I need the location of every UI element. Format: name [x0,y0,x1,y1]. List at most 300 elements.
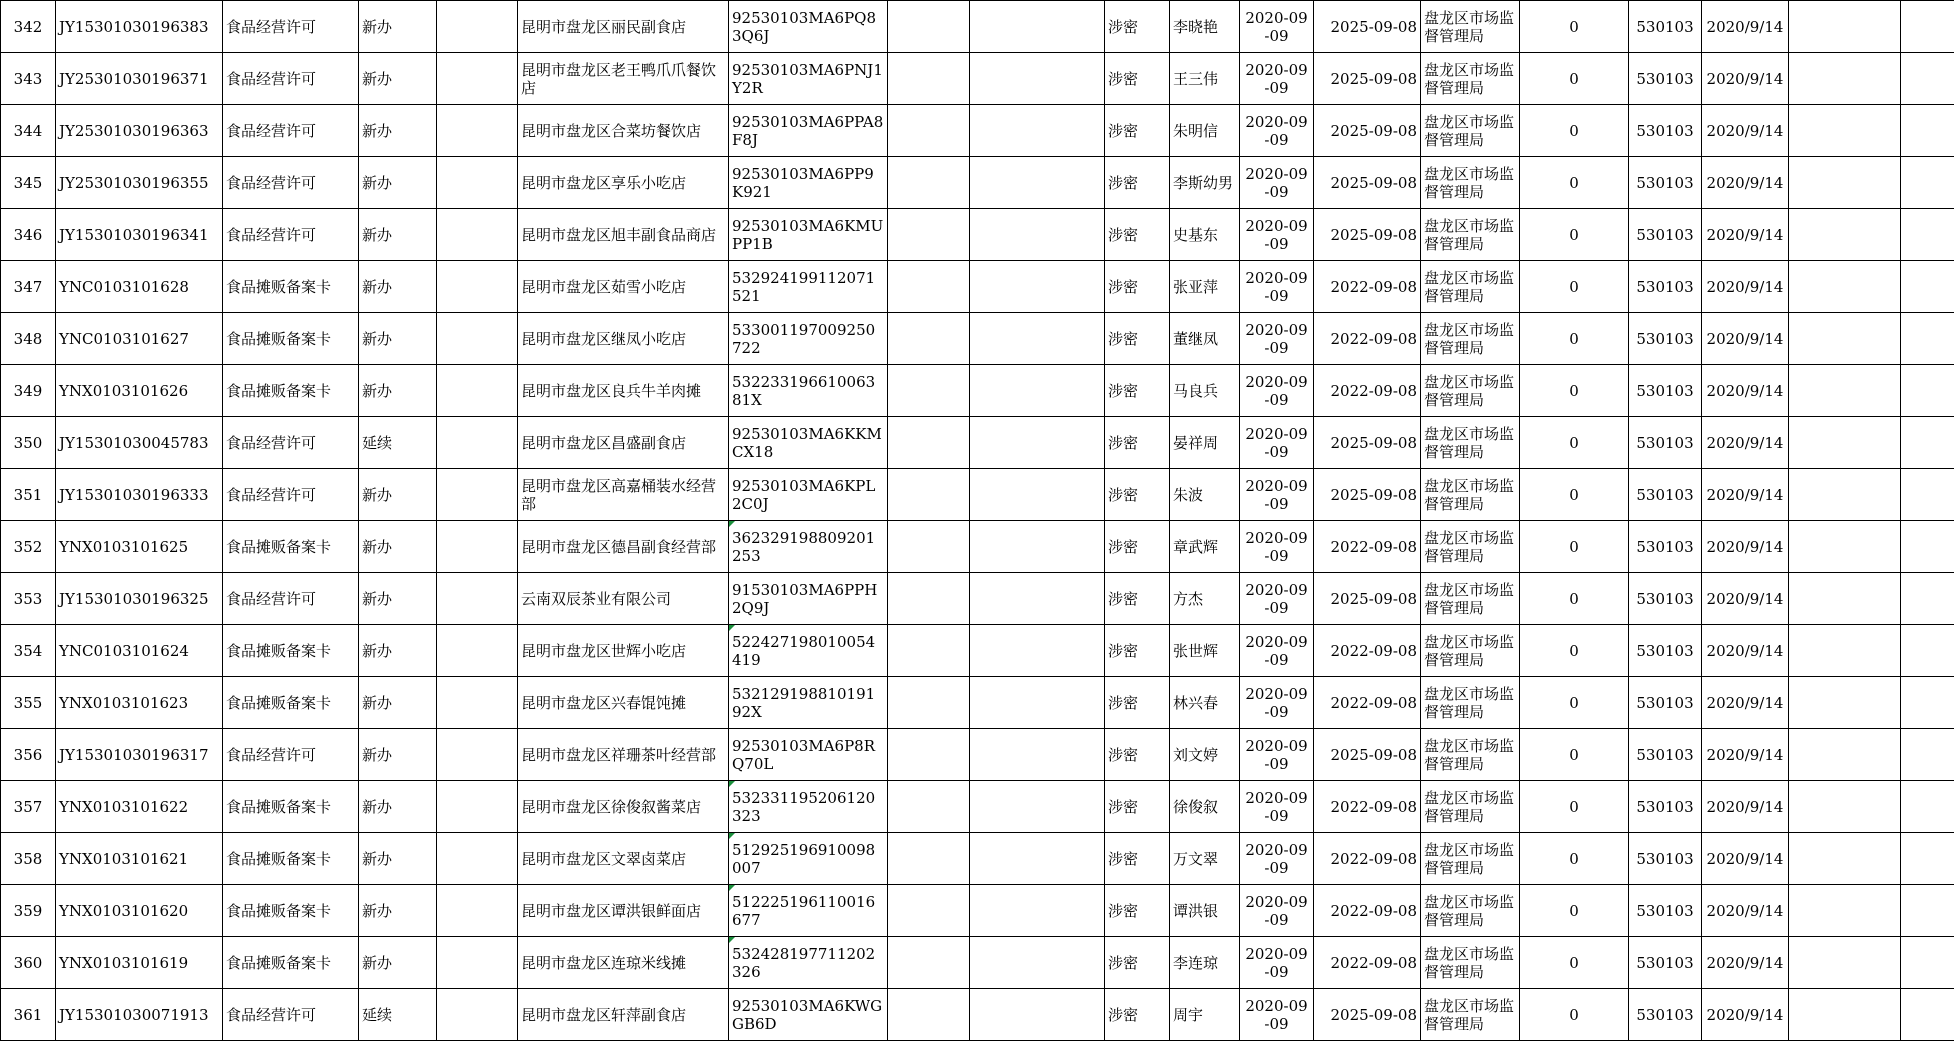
blank-cell [1789,261,1901,313]
table-row [1,625,1954,677]
status-code-cell: 0 [1520,885,1629,937]
area-code-cell: 530103 [1629,313,1702,365]
table-row [1,417,1954,469]
publish-date-cell: 2020/9/14 [1702,781,1789,833]
publish-date-cell: 2020/9/14 [1702,105,1789,157]
blank-cell [970,1,1105,53]
business-name-cell: 昆明市盘龙区茹雪小吃店 [518,261,729,313]
blank-cell [970,989,1105,1041]
publish-date-cell: 2020/9/14 [1702,1,1789,53]
permit-type-cell: 食品经营许可 [223,53,359,105]
authority-cell: 盘龙区市场监督管理局 [1421,625,1520,677]
end-date-cell: 2022-09-08 [1314,677,1421,729]
blank-cell [1789,625,1901,677]
status-code-cell: 0 [1520,989,1629,1041]
blank-cell [1789,989,1901,1041]
permit-number-cell: YNC0103101628 [56,261,223,313]
blank-cell [1789,105,1901,157]
table-row [1,781,1954,833]
table-row [1,105,1954,157]
blank-cell [437,209,518,261]
row-number-cell: 357 [1,781,56,833]
blank-cell [1789,157,1901,209]
table-row [1,885,1954,937]
end-date-cell: 2022-09-08 [1314,261,1421,313]
blank-cell [1901,625,1954,677]
blank-cell [437,625,518,677]
credit-code-cell: 522427198010054419 [729,625,888,677]
publish-date-cell: 2020/9/14 [1702,833,1789,885]
action-cell: 新办 [359,209,437,261]
end-date-cell: 2025-09-08 [1314,1,1421,53]
blank-cell [1789,1,1901,53]
blank-cell [888,885,970,937]
row-number-cell: 350 [1,417,56,469]
row-number-cell: 356 [1,729,56,781]
secret-cell: 涉密 [1105,469,1170,521]
table-row [1,365,1954,417]
status-code-cell: 0 [1520,573,1629,625]
blank-cell [437,365,518,417]
blank-cell [437,729,518,781]
business-name-cell: 昆明市盘龙区祥珊茶叶经营部 [518,729,729,781]
blank-cell [970,521,1105,573]
start-date-cell: 2020-09-09 [1240,53,1314,105]
start-date-cell: 2020-09-09 [1240,729,1314,781]
permit-number-cell: JY15301030196383 [56,1,223,53]
area-code-cell: 530103 [1629,157,1702,209]
area-code-cell: 530103 [1629,53,1702,105]
business-name-cell: 昆明市盘龙区高嘉桶装水经营部 [518,469,729,521]
legal-person-cell: 张世辉 [1170,625,1240,677]
status-code-cell: 0 [1520,469,1629,521]
blank-cell [1789,53,1901,105]
authority-cell: 盘龙区市场监督管理局 [1421,105,1520,157]
publish-date-cell: 2020/9/14 [1702,885,1789,937]
row-number-cell: 344 [1,105,56,157]
row-number-cell: 359 [1,885,56,937]
row-number-cell: 347 [1,261,56,313]
authority-cell: 盘龙区市场监督管理局 [1421,573,1520,625]
permit-number-cell: YNC0103101624 [56,625,223,677]
permit-number-cell: YNX0103101622 [56,781,223,833]
action-cell: 新办 [359,833,437,885]
publish-date-cell: 2020/9/14 [1702,729,1789,781]
blank-cell [1789,677,1901,729]
area-code-cell: 530103 [1629,989,1702,1041]
area-code-cell: 530103 [1629,573,1702,625]
blank-cell [1901,885,1954,937]
permit-number-cell: YNX0103101626 [56,365,223,417]
blank-cell [970,937,1105,989]
table-row [1,677,1954,729]
blank-cell [888,417,970,469]
publish-date-cell: 2020/9/14 [1702,157,1789,209]
action-cell: 新办 [359,365,437,417]
table-row [1,1,1954,53]
legal-person-cell: 王三伟 [1170,53,1240,105]
blank-cell [1901,1,1954,53]
blank-cell [888,209,970,261]
blank-cell [437,105,518,157]
start-date-cell: 2020-09-09 [1240,521,1314,573]
legal-person-cell: 董继凤 [1170,313,1240,365]
business-name-cell: 昆明市盘龙区连琼米线摊 [518,937,729,989]
area-code-cell: 530103 [1629,885,1702,937]
legal-person-cell: 林兴春 [1170,677,1240,729]
credit-code-cell: 512225196110016677 [729,885,888,937]
start-date-cell: 2020-09-09 [1240,677,1314,729]
end-date-cell: 2022-09-08 [1314,885,1421,937]
blank-cell [888,469,970,521]
blank-cell [970,573,1105,625]
action-cell: 新办 [359,729,437,781]
publish-date-cell: 2020/9/14 [1702,521,1789,573]
table-body [1,1,1954,1041]
blank-cell [1901,989,1954,1041]
row-number-cell: 345 [1,157,56,209]
status-code-cell: 0 [1520,781,1629,833]
credit-code-cell: 92530103MA6KMUPP1B [729,209,888,261]
blank-cell [437,885,518,937]
credit-code-cell: 532331195206120323 [729,781,888,833]
permit-number-cell: YNX0103101620 [56,885,223,937]
blank-cell [437,677,518,729]
permit-type-cell: 食品经营许可 [223,105,359,157]
blank-cell [888,1,970,53]
credit-code-cell: 532428197711202326 [729,937,888,989]
status-code-cell: 0 [1520,53,1629,105]
secret-cell: 涉密 [1105,1,1170,53]
table-row [1,573,1954,625]
publish-date-cell: 2020/9/14 [1702,365,1789,417]
blank-cell [1901,53,1954,105]
row-number-cell: 343 [1,53,56,105]
permit-number-cell: YNX0103101621 [56,833,223,885]
permit-type-cell: 食品摊贩备案卡 [223,261,359,313]
credit-code-cell: 92530103MA6PQ83Q6J [729,1,888,53]
authority-cell: 盘龙区市场监督管理局 [1421,833,1520,885]
authority-cell: 盘龙区市场监督管理局 [1421,261,1520,313]
business-name-cell: 昆明市盘龙区兴春馄饨摊 [518,677,729,729]
business-name-cell: 昆明市盘龙区丽民副食店 [518,1,729,53]
start-date-cell: 2020-09-09 [1240,105,1314,157]
end-date-cell: 2025-09-08 [1314,729,1421,781]
credit-code-cell: 53212919881019192X [729,677,888,729]
secret-cell: 涉密 [1105,53,1170,105]
table-row [1,989,1954,1041]
blank-cell [970,729,1105,781]
business-name-cell: 昆明市盘龙区轩萍副食店 [518,989,729,1041]
blank-cell [1789,833,1901,885]
permit-type-cell: 食品摊贩备案卡 [223,781,359,833]
blank-cell [888,53,970,105]
credit-code-cell: 92530103MA6KWGGB6D [729,989,888,1041]
legal-person-cell: 李连琼 [1170,937,1240,989]
action-cell: 新办 [359,677,437,729]
end-date-cell: 2022-09-08 [1314,313,1421,365]
legal-person-cell: 徐俊叙 [1170,781,1240,833]
blank-cell [1901,157,1954,209]
end-date-cell: 2025-09-08 [1314,573,1421,625]
action-cell: 新办 [359,937,437,989]
status-code-cell: 0 [1520,833,1629,885]
blank-cell [1789,313,1901,365]
blank-cell [970,365,1105,417]
credit-code-cell: 92530103MA6PNJ1Y2R [729,53,888,105]
permit-type-cell: 食品经营许可 [223,729,359,781]
business-name-cell: 昆明市盘龙区徐俊叙酱菜店 [518,781,729,833]
blank-cell [970,105,1105,157]
secret-cell: 涉密 [1105,417,1170,469]
blank-cell [437,521,518,573]
blank-cell [437,1,518,53]
authority-cell: 盘龙区市场监督管理局 [1421,1,1520,53]
blank-cell [1789,885,1901,937]
permit-number-cell: JY25301030196355 [56,157,223,209]
permit-type-cell: 食品经营许可 [223,989,359,1041]
permit-type-cell: 食品经营许可 [223,417,359,469]
permit-type-cell: 食品经营许可 [223,1,359,53]
blank-cell [437,53,518,105]
business-name-cell: 昆明市盘龙区享乐小吃店 [518,157,729,209]
business-name-cell: 昆明市盘龙区良兵牛羊肉摊 [518,365,729,417]
blank-cell [888,261,970,313]
legal-person-cell: 朱波 [1170,469,1240,521]
permit-number-cell: YNX0103101619 [56,937,223,989]
credit-code-cell: 92530103MA6P8RQ70L [729,729,888,781]
secret-cell: 涉密 [1105,833,1170,885]
legal-person-cell: 周宇 [1170,989,1240,1041]
credit-code-cell: 533001197009250722 [729,313,888,365]
action-cell: 新办 [359,573,437,625]
publish-date-cell: 2020/9/14 [1702,573,1789,625]
blank-cell [1901,469,1954,521]
blank-cell [437,417,518,469]
publish-date-cell: 2020/9/14 [1702,469,1789,521]
area-code-cell: 530103 [1629,677,1702,729]
row-number-cell: 358 [1,833,56,885]
area-code-cell: 530103 [1629,469,1702,521]
business-name-cell: 昆明市盘龙区合菜坊餐饮店 [518,105,729,157]
legal-person-cell: 马良兵 [1170,365,1240,417]
legal-person-cell: 方杰 [1170,573,1240,625]
end-date-cell: 2025-09-08 [1314,209,1421,261]
blank-cell [970,833,1105,885]
secret-cell: 涉密 [1105,261,1170,313]
blank-cell [888,521,970,573]
credit-code-cell: 92530103MA6PP9K921 [729,157,888,209]
area-code-cell: 530103 [1629,625,1702,677]
blank-cell [1901,781,1954,833]
credit-code-cell: 92530103MA6KPL2C0J [729,469,888,521]
area-code-cell: 530103 [1629,781,1702,833]
row-number-cell: 360 [1,937,56,989]
action-cell: 延续 [359,989,437,1041]
legal-person-cell: 李斯幼男 [1170,157,1240,209]
end-date-cell: 2025-09-08 [1314,157,1421,209]
blank-cell [888,625,970,677]
blank-cell [1901,417,1954,469]
secret-cell: 涉密 [1105,521,1170,573]
authority-cell: 盘龙区市场监督管理局 [1421,677,1520,729]
blank-cell [1901,209,1954,261]
status-code-cell: 0 [1520,677,1629,729]
area-code-cell: 530103 [1629,209,1702,261]
publish-date-cell: 2020/9/14 [1702,313,1789,365]
business-name-cell: 昆明市盘龙区老王鸭爪爪餐饮店 [518,53,729,105]
status-code-cell: 0 [1520,365,1629,417]
status-code-cell: 0 [1520,729,1629,781]
blank-cell [437,313,518,365]
permit-number-cell: JY15301030196325 [56,573,223,625]
blank-cell [970,313,1105,365]
blank-cell [437,937,518,989]
start-date-cell: 2020-09-09 [1240,209,1314,261]
status-code-cell: 0 [1520,209,1629,261]
status-code-cell: 0 [1520,105,1629,157]
permit-type-cell: 食品摊贩备案卡 [223,885,359,937]
action-cell: 新办 [359,313,437,365]
table-row [1,261,1954,313]
table-row [1,521,1954,573]
row-number-cell: 354 [1,625,56,677]
status-code-cell: 0 [1520,937,1629,989]
secret-cell: 涉密 [1105,209,1170,261]
start-date-cell: 2020-09-09 [1240,781,1314,833]
authority-cell: 盘龙区市场监督管理局 [1421,989,1520,1041]
blank-cell [888,313,970,365]
area-code-cell: 530103 [1629,261,1702,313]
end-date-cell: 2025-09-08 [1314,53,1421,105]
permit-type-cell: 食品经营许可 [223,573,359,625]
blank-cell [970,781,1105,833]
row-number-cell: 351 [1,469,56,521]
row-number-cell: 348 [1,313,56,365]
end-date-cell: 2025-09-08 [1314,417,1421,469]
permit-number-cell: YNX0103101625 [56,521,223,573]
row-number-cell: 353 [1,573,56,625]
permit-type-cell: 食品摊贩备案卡 [223,833,359,885]
blank-cell [888,365,970,417]
start-date-cell: 2020-09-09 [1240,573,1314,625]
action-cell: 延续 [359,417,437,469]
blank-cell [970,157,1105,209]
authority-cell: 盘龙区市场监督管理局 [1421,937,1520,989]
blank-cell [888,937,970,989]
blank-cell [1901,365,1954,417]
blank-cell [1789,781,1901,833]
legal-person-cell: 章武辉 [1170,521,1240,573]
secret-cell: 涉密 [1105,157,1170,209]
blank-cell [888,573,970,625]
secret-cell: 涉密 [1105,105,1170,157]
permit-number-cell: JY15301030071913 [56,989,223,1041]
start-date-cell: 2020-09-09 [1240,469,1314,521]
permit-type-cell: 食品摊贩备案卡 [223,521,359,573]
business-name-cell: 昆明市盘龙区继凤小吃店 [518,313,729,365]
permit-type-cell: 食品经营许可 [223,209,359,261]
row-number-cell: 352 [1,521,56,573]
blank-cell [437,261,518,313]
authority-cell: 盘龙区市场监督管理局 [1421,417,1520,469]
blank-cell [1901,105,1954,157]
authority-cell: 盘龙区市场监督管理局 [1421,781,1520,833]
blank-cell [1789,573,1901,625]
blank-cell [888,781,970,833]
status-code-cell: 0 [1520,157,1629,209]
action-cell: 新办 [359,157,437,209]
permit-type-cell: 食品摊贩备案卡 [223,625,359,677]
status-code-cell: 0 [1520,625,1629,677]
blank-cell [888,105,970,157]
secret-cell: 涉密 [1105,989,1170,1041]
action-cell: 新办 [359,781,437,833]
permit-number-cell: JY15301030196341 [56,209,223,261]
legal-person-cell: 李晓艳 [1170,1,1240,53]
legal-person-cell: 谭洪银 [1170,885,1240,937]
blank-cell [1789,937,1901,989]
secret-cell: 涉密 [1105,573,1170,625]
action-cell: 新办 [359,625,437,677]
publish-date-cell: 2020/9/14 [1702,209,1789,261]
blank-cell [437,573,518,625]
area-code-cell: 530103 [1629,365,1702,417]
permit-type-cell: 食品摊贩备案卡 [223,677,359,729]
blank-cell [970,625,1105,677]
table-row [1,729,1954,781]
table-row [1,209,1954,261]
table-row [1,469,1954,521]
blank-cell [1901,521,1954,573]
credit-code-cell: 92530103MA6PPA8F8J [729,105,888,157]
secret-cell: 涉密 [1105,885,1170,937]
status-code-cell: 0 [1520,261,1629,313]
action-cell: 新办 [359,469,437,521]
table-row [1,157,1954,209]
credit-code-cell: 91530103MA6PPH2Q9J [729,573,888,625]
row-number-cell: 346 [1,209,56,261]
blank-cell [1789,417,1901,469]
permit-type-cell: 食品摊贩备案卡 [223,313,359,365]
secret-cell: 涉密 [1105,729,1170,781]
permit-type-cell: 食品摊贩备案卡 [223,365,359,417]
area-code-cell: 530103 [1629,1,1702,53]
blank-cell [1789,365,1901,417]
credit-code-cell: 53223319661006381X [729,365,888,417]
table-row [1,53,1954,105]
secret-cell: 涉密 [1105,313,1170,365]
credit-code-cell: 92530103MA6KKMCX18 [729,417,888,469]
credit-code-cell: 532924199112071521 [729,261,888,313]
blank-cell [1789,729,1901,781]
start-date-cell: 2020-09-09 [1240,989,1314,1041]
blank-cell [437,157,518,209]
business-name-cell: 昆明市盘龙区世辉小吃店 [518,625,729,677]
publish-date-cell: 2020/9/14 [1702,937,1789,989]
end-date-cell: 2022-09-08 [1314,625,1421,677]
permit-type-cell: 食品经营许可 [223,469,359,521]
blank-cell [970,677,1105,729]
permit-number-cell: YNX0103101623 [56,677,223,729]
authority-cell: 盘龙区市场监督管理局 [1421,53,1520,105]
permit-type-cell: 食品经营许可 [223,157,359,209]
publish-date-cell: 2020/9/14 [1702,989,1789,1041]
action-cell: 新办 [359,261,437,313]
legal-person-cell: 史基东 [1170,209,1240,261]
publish-date-cell: 2020/9/14 [1702,625,1789,677]
publish-date-cell: 2020/9/14 [1702,677,1789,729]
